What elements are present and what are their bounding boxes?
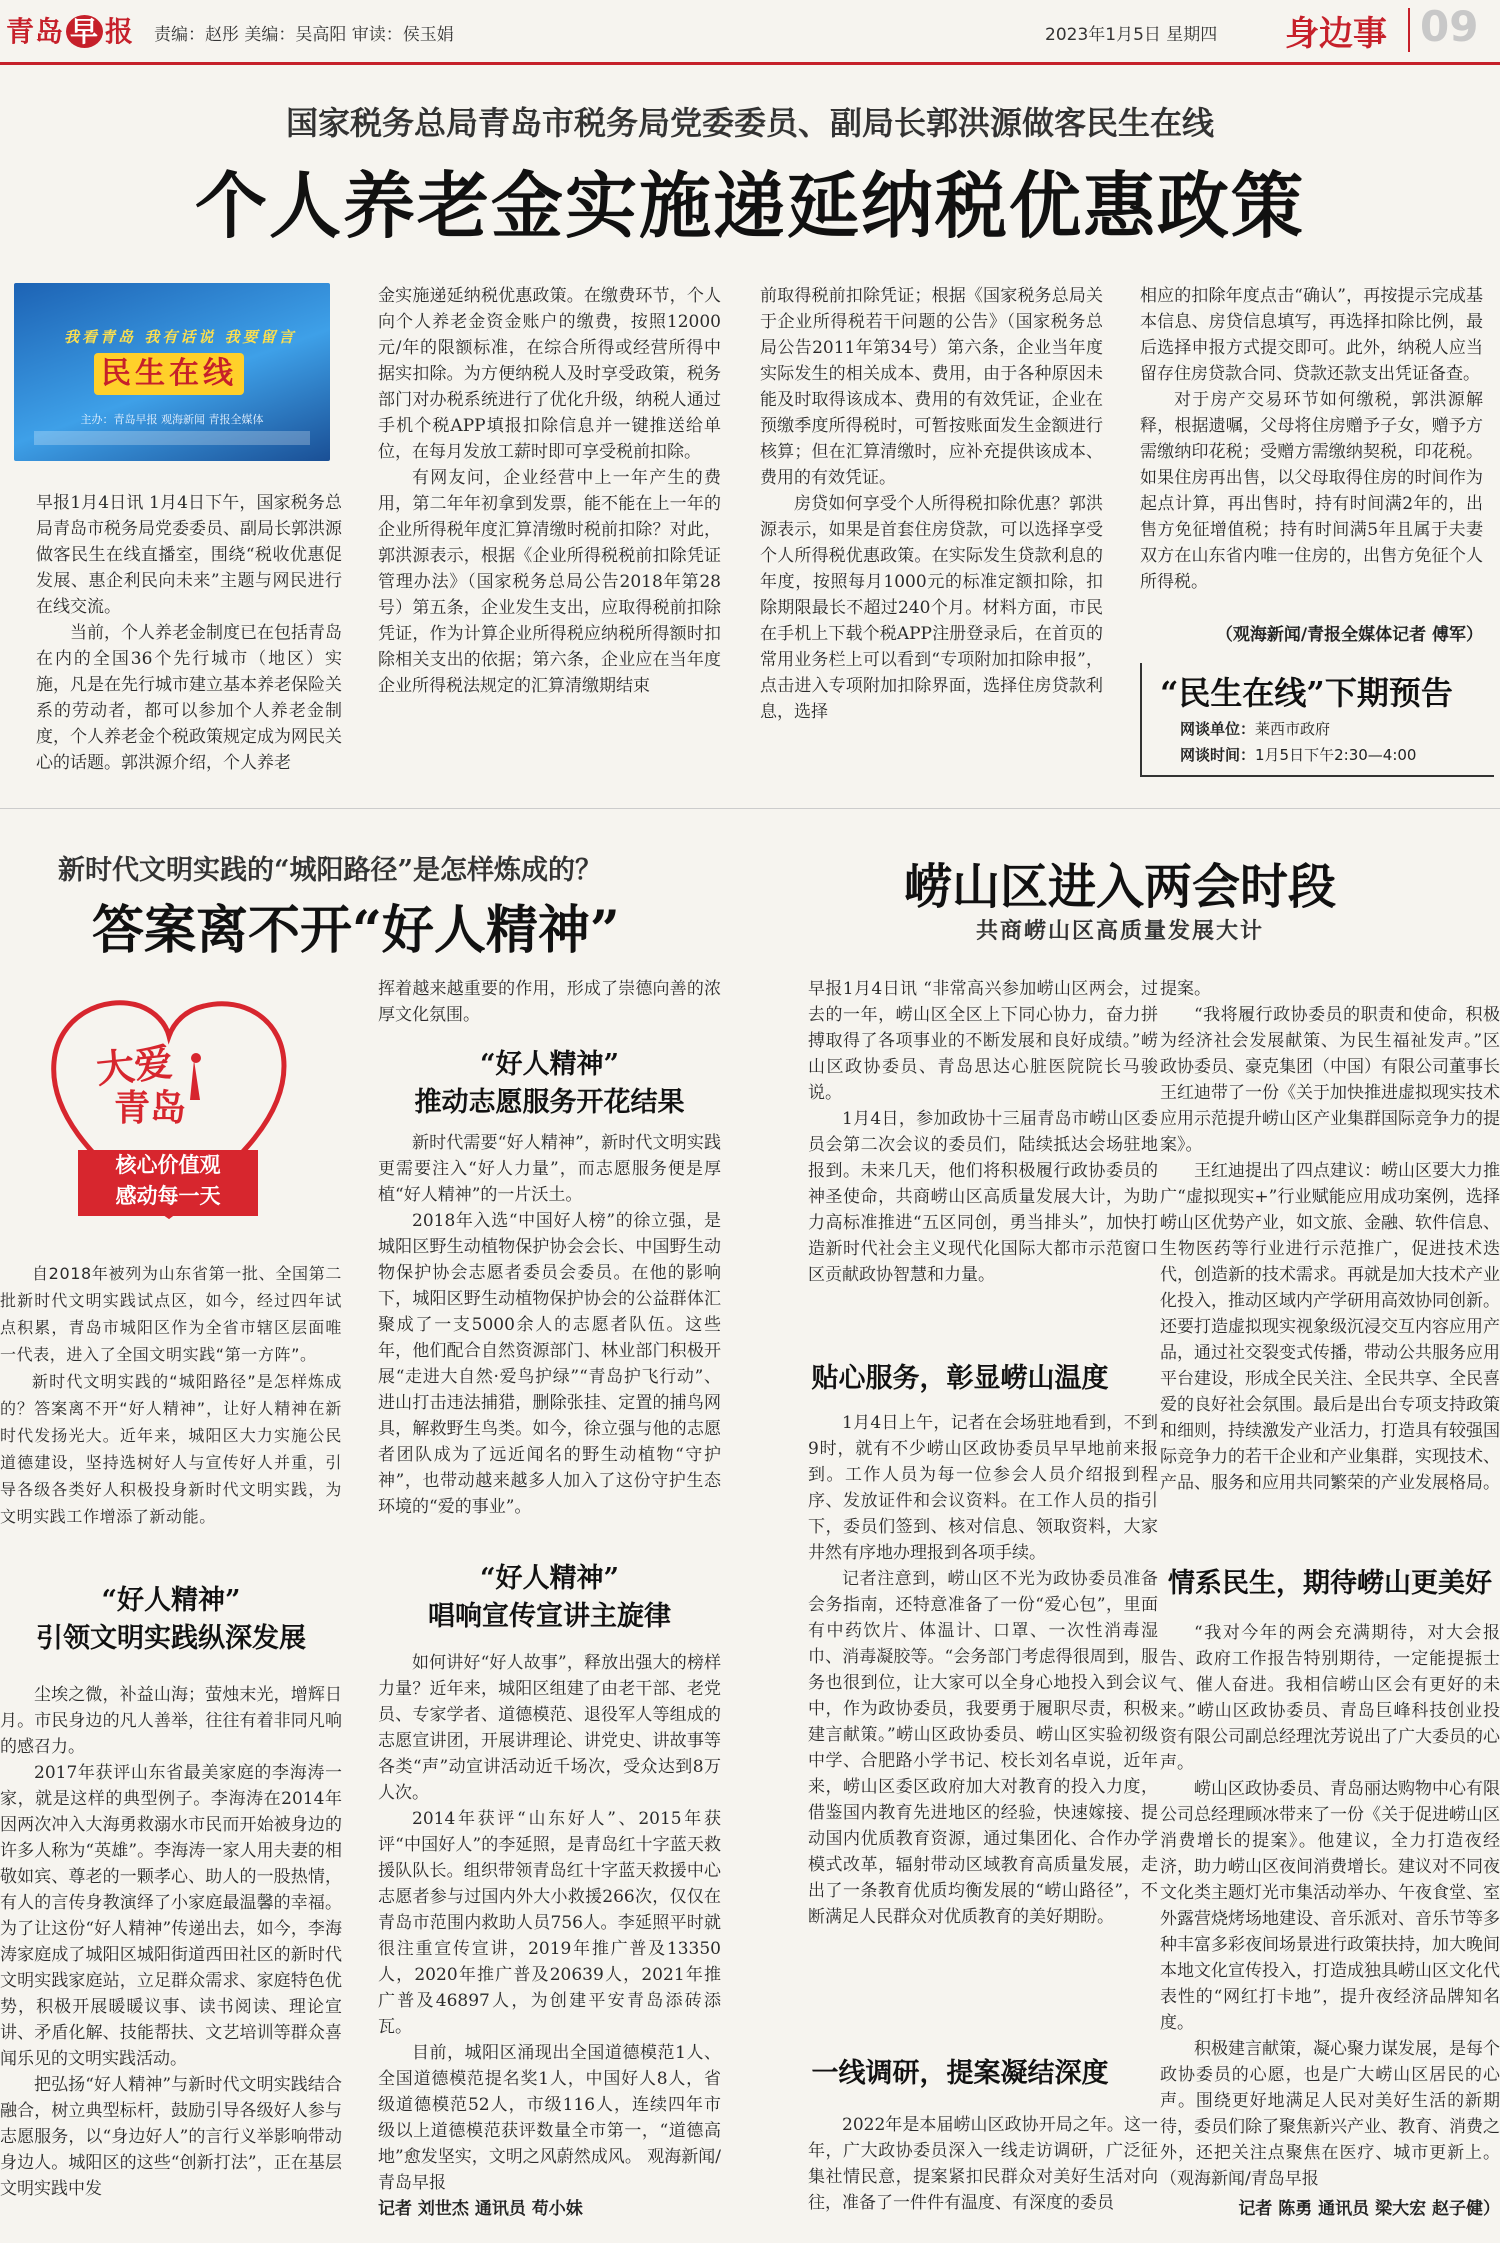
article2-subheading-3: “好人精神” 唱响宣传宣讲主旋律 [428, 1563, 671, 1632]
paragraph: 崂山区政协委员、青岛丽达购物中心有限公司总经理顾冰带来了一份《关于促进崂山区消费增长的提案》。他建议，全力打造夜经济，助力崂山区夜间消费增长。建议对不同夜文化类主题灯光市集活动举办、午夜食堂、室外露营烧烤场地建设、音乐派对、音乐节等多种丰富多彩夜间场景进行政策扶持，加大晚间本地文化宣传投入，打造成独具崂山区文化代表性的“网红打卡地”，提升夜经济品牌知名度。 [1160, 1779, 1500, 2033]
paragraph: 挥着越来越重要的作用，形成了崇德向善的浓厚文化氛围。 [378, 979, 721, 1025]
daai-qingdao-logo [44, 980, 294, 1232]
paragraph: 新时代文明实践的“城阳路径”是怎样炼成的？答案离不开“好人精神”，让好人精神在新时代发扬光大。近年来，城阳区大力实施公民道德建设，坚持选树好人与宣传好人并重，引导各级各类好人积极投身新时代文明实践，为文明实践工作增添了新动能。 [0, 1372, 342, 1526]
page-number: 09 [1420, 2, 1479, 51]
paragraph: 2014年获评“山东好人”、2015年获评“中国好人”的李延照，是青岛红十字蓝天救援队队长。组织带领青岛红十字蓝天救援中心志愿者参与过国内外大小救援266次，仅仅在青岛市范围内救助人员756人。李延照平时就很注重宣传宣讲，2019年推广普及13350人，2020年推广普及20639人，2021年推广普及46897人，为创建平安青岛添砖添瓦。 [378, 1809, 721, 2037]
article2-continued [378, 976, 721, 1028]
article3-headline[interactable]: 崂山区进入两会时段 [903, 859, 1336, 915]
preview-unit-value: 莱西市政府 [1255, 720, 1331, 738]
paragraph: 前取得税前扣除凭证；根据《国家税务总局关于企业所得税若干问题的公告》（国家税务总局公告2011年第34号）第六条，企业当年度实际发生的相关成本、费用，由于各种原因未能及时取得该成本、费用的有效凭证，企业在预缴季度所得税时，可暂按账面发生金额进行核算；但在汇算清缴时，应补充提供该成本、费用的有效凭证。 [760, 286, 1103, 488]
editor-credits: 责编：赵彤 美编：吴高阳 审读：侯玉娟 [154, 25, 454, 45]
article3-column-4 [1160, 976, 1500, 1496]
paragraph: 目前，城阳区涌现出全国道德模范1人、全国道德模范提名奖1人，中国好人8人，省级道德模范52人，市级116人，连续四年市级以上道德模范获评数量全市第一，“道德高地”愈发坚实，文明之风蔚然成风。 观海新闻/青岛早报 [378, 2043, 721, 2193]
article2-subheading-1: “好人精神” 引领文明实践纵深发展 [36, 1585, 306, 1654]
photo-caption: 主办：青岛早报 观海新闻 青报全媒体 [80, 413, 264, 426]
preview-title[interactable]: “民生在线”下期预告 [1160, 674, 1453, 712]
photo-logo-strip [34, 431, 310, 445]
paragraph: 尘埃之微，补益山海；萤烛末光，增辉日月。市民身边的凡人善举，往往有着非同凡响的感召力。 [0, 1685, 342, 1757]
paragraph: 2017年获评山东省最美家庭的李海涛一家，就是这样的典型例子。李海涛在2014年因两次冲入大海勇救溺水市民而开始被身边的许多人称为“英雄”。李海涛一家人用夫妻的相敬如宾、尊老的一颗孝心、助人的一股热情，有人的言传身教演绎了小家庭最温馨的幸福。为了让这份“好人精神”传递出去，如今，李海涛家庭成了城阳区城阳街道西田社区的新时代文明实践家庭站，立足群众需求、家庭特色优势，积极开展暖暖议事、读书阅读、理论宣讲、矛盾化解、技能帮扶、文艺培训等群众喜闻乐见的文明实践活动。 [0, 1763, 342, 2069]
article2-body-2 [378, 1130, 721, 1520]
article2-byline: 记者 刘世杰 通讯员 苟小妹 [378, 2199, 583, 2219]
paragraph: 王红迪提出了四点建议：崂山区要大力推广“虚拟现实+”行业赋能应用成功案例，选择崂山区优势产业，如文旅、金融、软件信息、生物医药等行业进行示范推广，促进技术迭代，创造新的技术需求。再就是加大技术产业化投入，推动区域内产学研用高效协同创新。还要打造虚拟现实视象级沉浸交互内容应用产品，通过社交裂变式传播，带动公共服务应用平台建设，形成全民关注、全民共享、全民喜爱的良好社会氛围。最后是出台专项支持政策和细则，持续激发产业活力，打造具有较强国际竞争力的若干企业和产业集群，实现技术、产品、服务和应用共同繁荣的产业发展格局。 [1160, 1161, 1500, 1493]
paragraph: 对于房产交易环节如何缴税，郭洪源解释，根据遗嘱，父母将住房赠予子女，赠予方需缴纳印花税；受赠方需缴纳契税，印花税。如果住房再出售，以父母取得住房的时间作为起点计算，再出售时，持有时间满2年的，出售方免征增值税；持有时间满5年且属于夫妻双方在山东省内唯一住房的，出售方免征个人所得税。 [1140, 390, 1483, 592]
header-divider [1408, 8, 1410, 52]
article2-body-1 [0, 1682, 342, 2202]
logo-badge [78, 1150, 258, 1216]
article1-column-1 [36, 490, 342, 776]
paragraph: 积极建言献策，凝心聚力谋发展，是每个政协委员的心愿，也是广大崂山区居民的心声。围绕更好地满足人民对美好生活的新期待，委员们除了聚焦新兴产业、教育、消费之外，还把关注点聚焦在医疗、城市更新上。（观海新闻/青岛早报 [1160, 2039, 1500, 2189]
article2-subheading-2: “好人精神” 推动志愿服务开花结果 [414, 1049, 685, 1118]
issue-date: 2023年1月5日 星期四 [1045, 25, 1218, 45]
article3-byline: 记者 陈勇 通讯员 梁大宏 赵子健） [1238, 2199, 1500, 2219]
article1-column-3 [760, 283, 1103, 725]
article3-body-1 [808, 1410, 1158, 1930]
logo-line1: 大爱 [94, 1040, 175, 1092]
paragraph: 2018年入选“中国好人榜”的徐立强，是城阳区野生动植物保护协会会长、中国野生动物保护协会志愿者委员会委员。在他的影响下，城阳区野生动植物保护协会的公益群体汇聚成了一支5000余人的志愿者队伍。这些年，他们配合自然资源部门、林业部门积极开展“走进大自然·爱鸟护绿”“青岛护飞行动”、进山打击违法捕猎，删除张挂、定置的捕鸟网具，解救野生鸟类。如今，徐立强与他的志愿者团队成为了远近闻名的野生动植物“守护神”，也带动越来越多人加入了这份守护生态环境的“爱的事业”。 [378, 1211, 721, 1517]
photo-slogan: 我看青岛 我有话说 我要留言 [64, 328, 297, 346]
article2-kicker: 新时代文明实践的“城阳路径”是怎样炼成的？ [58, 855, 603, 886]
section-divider [0, 808, 1500, 809]
logo-line2: 青岛 [114, 1088, 187, 1129]
preview-time-label: 网谈时间： [1180, 746, 1256, 764]
article3-subheading-1: 贴心服务，彰显崂山温度 [811, 1363, 1109, 1394]
paragraph: 1月4日，参加政协十三届青岛市崂山区委员会第二次会议的委员们，陆续抵达会场驻地报到。未来几天，他们将积极履行政协委员的神圣使命，共商崂山区高质量发展大计，为助力高标准推进“五区同创，勇当排头”，加快打造新时代社会主义现代化国际大都市示范窗口区贡献政协智慧和力量。 [808, 1109, 1158, 1285]
paragraph: 2022年是本届崂山区政协开局之年。这一年，广大政协委员深入一线走访调研，广泛征集社情民意，提案紧扣民群众对美好生活对向往，准备了一件件有温度、有深度的委员 [808, 2115, 1158, 2213]
paragraph: 相应的扣除年度点击“确认”，再按提示完成基本信息、房贷信息填写，再选择扣除比例，最后选择申报方式提交即可。此外，纳税人应当留存住房贷款合同、贷款还款支出凭证备查。 [1140, 286, 1483, 384]
preview-unit [1180, 718, 1330, 739]
paragraph: “我将履行政协委员的职责和使命，积极为经济社会发展献策、为民生福祉发声。”区政协委员、豪克集团（中国）有限公司董事长王红迪带了一份《关于加快推进虚拟现实技术应用示范提升崂山区产业集群国际竞争力的提案》。 [1160, 1005, 1500, 1155]
article1-headline[interactable]: 个人养老金实施递延纳税优惠政策 [194, 163, 1305, 248]
article2-headline[interactable]: 答案离不开“好人精神” [92, 900, 620, 961]
paragraph: 提案。 [1160, 979, 1211, 999]
paragraph: 有网友问，企业经营中上一年产生的费用，第二年年初拿到发票，能不能在上一年的企业所得税年度汇算清缴时税前扣除？对此，郭洪源表示，根据《企业所得税税前扣除凭证管理办法》（国家税务总局公告2018年第28号）第五条，企业发生支出，应取得税前扣除凭证，作为计算企业所得税应纳税所得额时扣除相关支出的依据；第六条，企业应在当年度企业所得税法规定的汇算清缴期结束 [378, 468, 721, 696]
article1-column-4 [1140, 283, 1483, 595]
paragraph: 早报1月4日讯 1月4日下午，国家税务总局青岛市税务局党委委员、副局长郭洪源做客民生在线直播室，围绕“税收优惠促发展、惠企利民向未来”主题与网民进行在线交流。 [36, 493, 342, 617]
article1-kicker: 国家税务总局青岛市税务局党委委员、副局长郭洪源做客民生在线 [285, 104, 1214, 142]
logo-text: 青岛 [6, 15, 65, 48]
logo-mark: 早 [66, 15, 103, 48]
paragraph: 当前，个人养老金制度已在包括青岛在内的全国36个先行城市（地区）实施，凡是在先行城市建立基本养老保险关系的劳动者，都可以参加个人养老金制度，个人养老金个税政策规定成为网民关心的话题。郭洪源介绍，个人养老 [36, 623, 342, 773]
paragraph: 新时代需要“好人精神”，新时代文明实践更需要注入“好人力量”，而志愿服务便是厚植“好人精神”的一片沃土。 [378, 1133, 721, 1205]
paragraph: 房贷如何享受个人所得税扣除优惠？郭洪源表示，如果是首套住房贷款，可以选择享受个人所得税优惠政策。在实际发生贷款利息的年度，按照每月1000元的标准定额扣除，扣除期限最长不超过240个月。材料方面，市民在手机上下载个税APP注册登录后，在首页的常用业务栏上可以看到“专项附加扣除申报”，点击进入专项附加扣除界面，选择住房贷款利息，选择 [760, 494, 1103, 722]
article2-intro [0, 1260, 342, 1530]
article3-body-3 [1160, 1620, 1500, 2192]
preview-time-value: 1月5日下午2:30—4:00 [1255, 746, 1417, 764]
minsheng-zaixian-photo [14, 283, 330, 461]
preview-unit-label: 网谈单位： [1180, 720, 1256, 738]
newspaper-logo[interactable] [6, 10, 134, 50]
article3-body-2 [808, 2112, 1158, 2216]
paragraph: 如何讲好“好人故事”，释放出强大的榜样力量？近年来，城阳区组建了由老干部、老党员、专家学者、道德模范、退役军人等组成的志愿宣讲团，开展讲理论、讲党史、讲故事等各类“声”动宣讲活动近千场次，受众达到8万人次。 [378, 1653, 721, 1803]
paragraph: 早报1月4日讯 “非常高兴参加崂山区两会，过去的一年，崂山区全区上下同心协力，奋力拼搏取得了各项事业的不断发展和良好成绩。”崂山区政协委员、青岛思达心脏医院院长马骏说。 [808, 979, 1158, 1103]
section-name: 身边事 [1285, 14, 1387, 54]
article2-body-3 [378, 1650, 721, 2196]
paragraph: 1月4日上午，记者在会场驻地看到，不到9时，就有不少崂山区政协委员早早地前来报到。工作人员为每一位参会人员介绍报到程序、发放证件和会议资料。在工作人员的指引下，委员们签到、核对信息、领取资料，大家井然有序地办理报到各项手续。 [808, 1413, 1158, 1563]
paragraph: “我对今年的两会充满期待，对大会报告、政府工作报告特别期待，一定能提振士气、催人奋进。我相信崂山区会有更好的未来。”崂山区政协委员、青岛巨峰科技创业投资有限公司副总经理沈芳说出了广大委员的心声。 [1160, 1623, 1500, 1773]
article3-subheading-2: 一线调研，提案凝结深度 [811, 2058, 1109, 2089]
article3-lead [808, 976, 1158, 1288]
badge-line1: 核心价值观 [115, 1153, 221, 1177]
article1-column-2 [378, 283, 721, 699]
photo-title: 民生在线 [94, 353, 244, 395]
paragraph: 记者注意到，崂山区不光为政协委员准备会务指南，还特意准备了一份“爱心包”，里面有中药饮片、体温计、口罩、一次性消毒湿巾、消毒凝胶等。“会务部门考虑得很周到，服务也很到位，让大家可以全身心地投入到会议中，作为政协委员，我要勇于履职尽责，积极建言献策。”崂山区政协委员、崂山区实验初级中学、合肥路小学书记、校长刘名卓说，近年来，崂山区委区政府加大对教育的投入力度，借鉴国内教育先进地区的经验，快速嫁接、提动国内优质教育资源，通过集团化、合作办学模式改革，辐射带动区域教育高质量发展，走出了一条教育优质均衡发展的“崂山路径”，不断满足人民群众对优质教育的美好期盼。 [808, 1569, 1158, 1927]
article1-byline: （观海新闻/青报全媒体记者 傅军） [1215, 625, 1483, 645]
paragraph: 把弘扬“好人精神”与新时代文明实践结合融合，树立典型标杆，鼓励引导各级好人参与志愿服务，以“身边好人”的言行义举影响带动身边人。城阳区的这些“创新打法”，正在基层文明实践中发 [0, 2075, 342, 2199]
paragraph: 金实施递延纳税优惠政策。在缴费环节，个人向个人养老金资金账户的缴费，按照12000元/年的限额标准，在综合所得或经营所得中据实扣除。为方便纳税人及时享受政策，税务部门对办税系统进行了优化升级，纳税人通过手机个税APP填报扣除信息并一键推送给单位，在每月发放工薪时即可享受税前扣除。 [378, 286, 721, 462]
logo-text-end: 报 [105, 15, 135, 48]
preview-time [1180, 744, 1416, 765]
badge-line2: 感动每一天 [115, 1184, 221, 1208]
paragraph: 自2018年被列为山东省第一批、全国第二批新时代文明实践试点区，如今，经过四年试点积累，青岛市城阳区作为全省市辖区层面唯一代表，进入了全国文明实践“第一方阵”。 [0, 1264, 342, 1364]
article3-subheading-3: 情系民生，期待崂山更美好 [1168, 1568, 1492, 1599]
article3-subhead: 共商崂山区高质量发展大计 [975, 919, 1264, 944]
